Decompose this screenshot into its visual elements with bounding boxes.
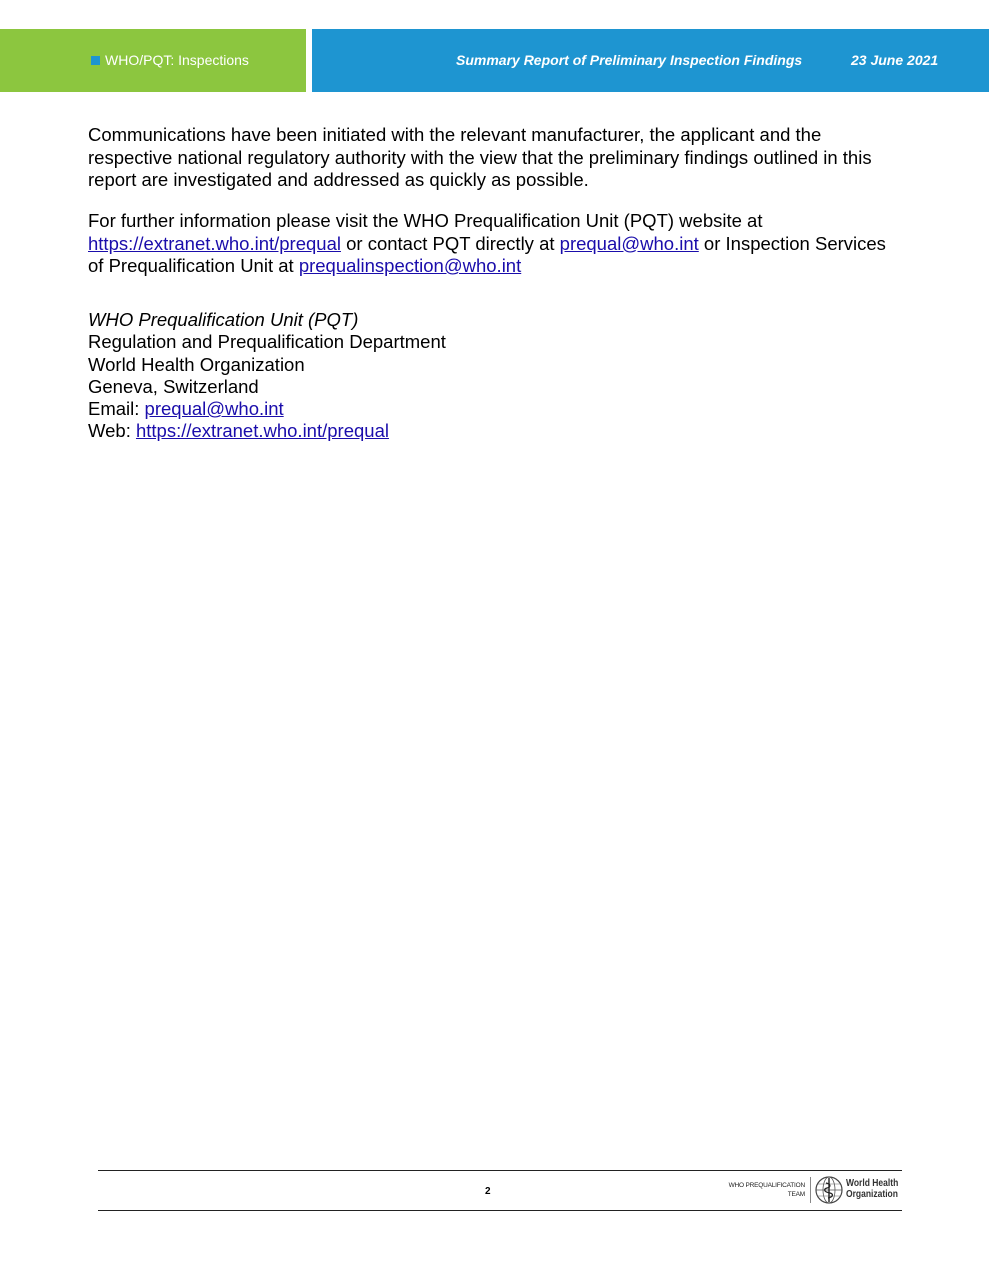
email-line <box>88 398 446 420</box>
web-label: Web: <box>88 420 136 442</box>
who-wordmark <box>846 1178 907 1200</box>
who-emblem-icon <box>814 1175 844 1205</box>
team-label-line1: WHO PREQUALIFICATION <box>728 1182 805 1189</box>
footer-logo-separator <box>810 1177 811 1203</box>
report-title: Summary Report of Preliminary Inspection Findings <box>456 52 803 68</box>
square-marker-icon <box>91 56 100 65</box>
footer-top-rule <box>98 1170 902 1171</box>
paragraph2-text-2: or contact PQT directly at <box>340 232 560 254</box>
organization-name: World Health Organization <box>88 353 305 375</box>
contact-web-link[interactable]: https://extranet.who.int/prequal <box>135 420 389 442</box>
section-label-text: WHO/PQT: Inspections <box>105 52 249 68</box>
prequal-website-link[interactable]: https://extranet.who.int/prequal <box>88 232 341 254</box>
who-wordmark-line2: Organization <box>846 1189 898 1200</box>
paragraph2-text-3: or Inspection Services of Prequalification Unit at <box>88 232 886 276</box>
unit-name: WHO Prequalification Unit (PQT) <box>88 309 359 330</box>
paragraph-further-information <box>88 210 888 278</box>
page-number: 2 <box>485 1186 491 1197</box>
prequalification-team-label <box>729 1181 805 1199</box>
web-line <box>88 420 446 442</box>
report-date: 23 June 2021 <box>851 52 939 68</box>
footer-bottom-rule <box>98 1210 902 1211</box>
who-wordmark-line1: World Health <box>846 1178 899 1189</box>
contact-address-block <box>88 309 446 443</box>
location: Geneva, Switzerland <box>88 375 259 397</box>
prequal-email-link[interactable]: prequal@who.int <box>559 232 699 254</box>
inspection-email-link[interactable]: prequalinspection@who.int <box>298 255 522 276</box>
header-section-label <box>91 52 249 68</box>
department-name: Regulation and Prequalification Department <box>88 331 446 353</box>
paragraph-communications: Communications have been initiated with the relevant manufacturer, the applicant and the respective national regulatory authority with the view that the preliminary findings outlined in this report are investigated and addressed as quickly as possible. <box>88 124 872 190</box>
team-label-line2: TEAM <box>787 1191 805 1198</box>
paragraph2-text-1: For further information please visit the WHO Prequalification Unit (PQT) website at <box>88 210 763 231</box>
contact-email-link[interactable]: prequal@who.int <box>144 398 284 420</box>
email-label: Email: <box>88 398 145 420</box>
